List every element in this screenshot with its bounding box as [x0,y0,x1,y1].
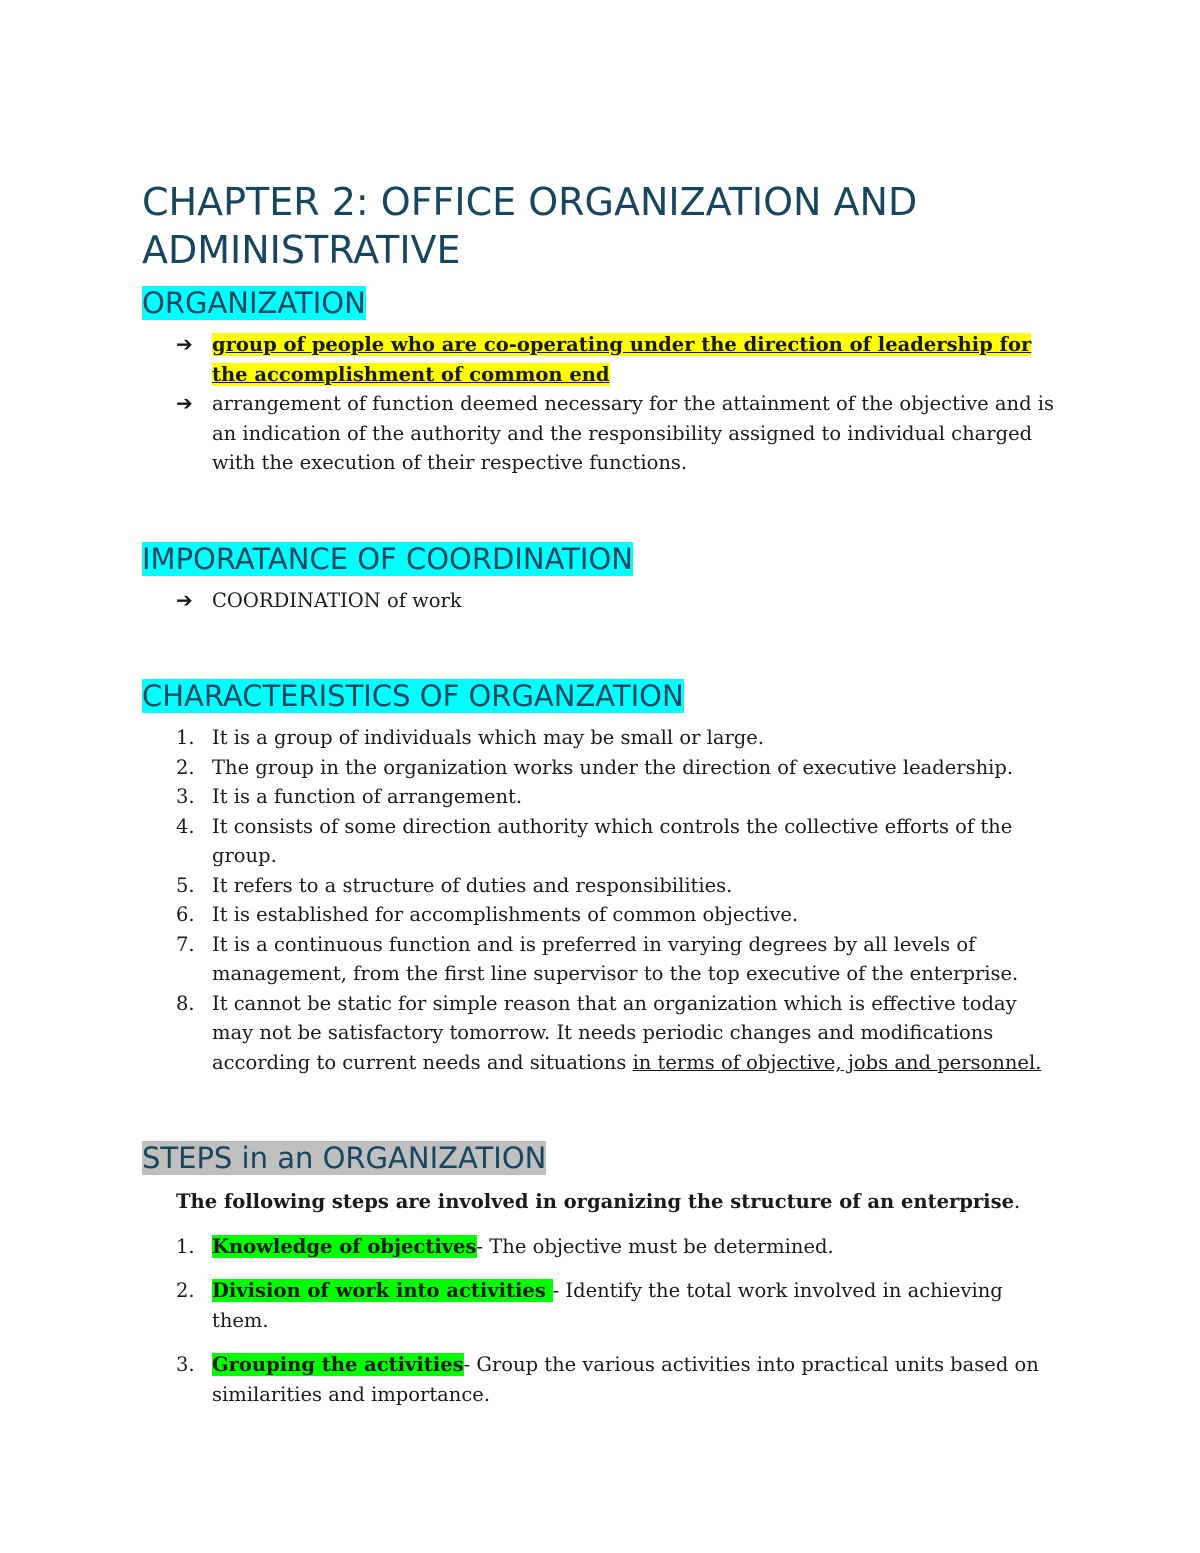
list-number: 5. [176,873,195,897]
section-heading-coordination [142,540,1062,578]
steps-list [142,1232,1062,1410]
list-number: 1. [176,1234,195,1258]
arrow-bullet-icon: ➔ [176,391,193,415]
steps-intro [142,1187,1062,1217]
document-page [142,178,1062,1424]
list-item [142,586,1062,616]
characteristic-text: It is a group of individuals which may be small or large. [212,726,764,749]
arrow-bullet-icon: ➔ [176,332,193,356]
section-heading-steps [142,1139,1062,1177]
list-item [142,812,1062,871]
characteristic-text: The group in the organization works under the direction of executive leadership. [212,755,1014,779]
steps-intro-bold: The following steps are involved in organizing the structure of an enterprise [176,1190,1014,1213]
step-description: - Identify the total work involved in achieving them. [212,1279,1003,1332]
steps-intro-end: . [1013,1190,1021,1213]
list-number: 6. [176,903,195,926]
characteristic-text: It is a function of arrangement. [212,785,523,808]
list-number: 2. [176,1279,195,1302]
list-item [142,1350,1062,1409]
list-number: 8. [176,991,195,1015]
coordination-list [142,586,1062,616]
list-item [142,389,1062,478]
coordination-heading-text: IMPORATANCE OF COORDINATION [142,541,633,576]
list-item [142,753,1062,783]
characteristic-text: It is a continuous function and is preferred in varying degrees by all levels of management, from the first line supervisor to the top executive of the enterprise. [212,932,1019,985]
list-number: 4. [176,814,195,838]
list-item [142,1276,1062,1335]
list-item [142,930,1062,989]
list-number: 3. [176,785,195,808]
step-description: - Group the various activities into practical units based on similarities and importance. [212,1353,1039,1406]
coordination-item-text: COORDINATION of work [212,588,462,612]
characteristic-text: It consists of some direction authority which controls the collective efforts of the group. [212,814,1013,867]
organization-definition-highlight: group of people who are co-operating under the direction of leadership for the accomplishment of common end [212,333,1032,386]
list-item [142,900,1062,930]
chapter-title: CHAPTER 2: OFFICE ORGANIZATION AND ADMINISTRATIVE [142,180,918,272]
characteristic-underlined-text: in terms of objective, jobs and personnel. [632,1050,1042,1074]
organization-definition-text: arrangement of function deemed necessary for the attainment of the objective and is an indication of the authority and the responsibility assigned to individual charged with the execution of their respective functions. [212,392,1055,474]
list-number: 7. [176,932,195,956]
characteristic-text: It cannot be static for simple reason that an organization which is effective today may not be satisfactory tomorrow. It needs periodic changes and modifications according to current needs and situations [212,991,1017,1074]
characteristics-heading-text: CHARACTERISTICS OF ORGANZATION [142,679,684,713]
list-item [142,989,1062,1078]
step-term: Knowledge of objectives [212,1234,477,1258]
characteristics-list [142,723,1062,1077]
list-item [142,782,1062,812]
characteristic-text: It refers to a structure of duties and responsibilities. [212,873,733,897]
list-number: 1. [176,726,195,749]
steps-heading-text: STEPS in an ORGANIZATION [142,1141,547,1175]
section-heading-characteristics [142,677,1062,715]
list-item [142,723,1062,753]
list-number: 3. [176,1353,195,1376]
step-term: Division of work into activities [212,1279,553,1302]
list-item [142,871,1062,901]
organization-heading-text: ORGANIZATION [142,286,366,320]
arrow-bullet-icon: ➔ [176,587,193,612]
list-item [142,330,1062,389]
section-heading-organization [142,284,1062,322]
step-description: - The objective must be determined. [476,1234,834,1258]
step-term: Grouping the activities [212,1353,464,1376]
list-item [142,1232,1062,1262]
organization-list [142,330,1062,478]
characteristic-text: It is established for accomplishments of common objective. [212,903,799,926]
list-number: 2. [176,755,195,779]
